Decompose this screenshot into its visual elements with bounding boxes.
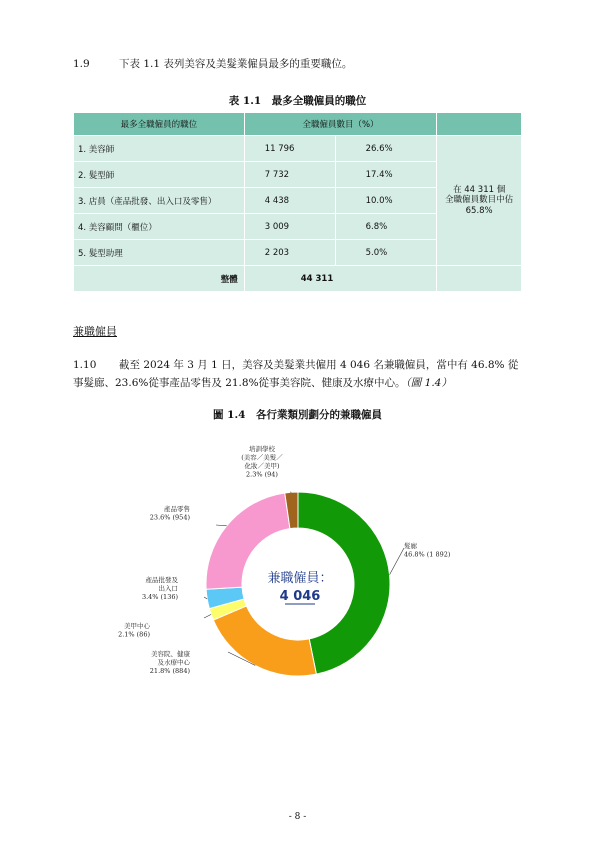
leader-line [204,614,211,618]
row-count: 3 009 [244,214,335,240]
row-pct: 10.0% [335,188,437,214]
figure-reference: （圖 1.4） [405,377,452,389]
paragraph-text: 截至 2024 年 3 月 1 日，美容及美髮業共僱用 4 046 名兼職僱員，當中有 46.8% 從事髮廊、23.6%從事產品零售及 21.8%從事美容院、健康及水療中心。 [73,359,519,389]
slice-label-line: (美容／美髮／ [241,453,283,462]
slice-label-line: 出入口 [158,584,178,593]
row-label: 3. 店員（產品批發、出入口及零售） [74,188,245,214]
share-note-line3: 65.8% [465,205,493,216]
slice-label-line: 化妝／美甲) [244,462,280,470]
slice-label-line: 2.3% (94) [246,470,278,479]
total-value: 44 311 [244,266,437,292]
share-note-line1: 在 44 311 個 [453,184,506,195]
slice-label-line: 2.1% (86) [118,630,150,639]
slice-label-line: 美甲中心 [124,622,150,630]
center-label: 兼職僱員： [267,571,333,586]
paragraph-number: 1.10 [73,359,97,371]
row-count: 4 438 [244,188,335,214]
slice-label [142,575,179,601]
row-pct: 26.6% [335,136,437,162]
slice-label-line: 及水療中心 [157,658,190,667]
center-value: 4 046 [279,589,321,604]
slice-label [150,649,191,675]
header-position: 最多全職僱員的職位 [74,113,245,136]
slice-label-line: 美容院、健康 [151,650,190,658]
slice-label [118,621,150,639]
donut-slice [213,606,316,676]
row-pct: 6.8% [335,214,437,240]
section-heading: 兼職僱員 [73,325,117,338]
slice-label-line: 23.6% (954) [149,513,190,522]
slice-label-line: 產品零售 [164,505,190,513]
slice-label-line: 培訓學校 [249,445,275,453]
row-label: 2. 髮型師 [74,162,245,188]
share-note-line2: 全職僱員數目中佔 [445,195,514,206]
slice-label [150,504,191,522]
slice-label-line: 髮廊 [404,542,417,550]
slice-label-line: 46.8% (1 892) [404,550,451,559]
row-label: 5. 髮型助理 [74,240,245,266]
table-title: 表 1.1 最多全職僱員的職位 [228,95,367,107]
page-number: - 8 - [288,812,307,822]
total-label: 整體 [74,266,245,292]
slice-label-line: 產品批發及 [145,576,178,584]
row-label: 4. 美容顧問（櫃位） [74,214,245,240]
slice-label-line: 21.8% (884) [149,667,190,675]
row-count: 7 732 [244,162,335,188]
row-label: 1. 美容師 [74,136,245,162]
leader-line [390,548,404,575]
figure-title: 圖 1.4 各行業類別劃分的兼職僱員 [213,409,382,421]
row-pct: 5.0% [335,240,437,266]
paragraph-number: 1.9 [73,58,90,70]
slice-label-line: 3.4% (136) [141,593,178,601]
row-count: 2 203 [244,240,335,266]
leader-line [216,525,227,526]
header-employees: 全職僱員數目（%） [244,113,437,136]
paragraph-text: 下表 1.1 表列美容及美髮業僱員最多的重要職位。 [119,58,353,70]
slice-label [241,444,283,479]
row-pct: 17.4% [335,162,437,188]
row-count: 11 796 [244,136,335,162]
slice-label [404,541,451,559]
